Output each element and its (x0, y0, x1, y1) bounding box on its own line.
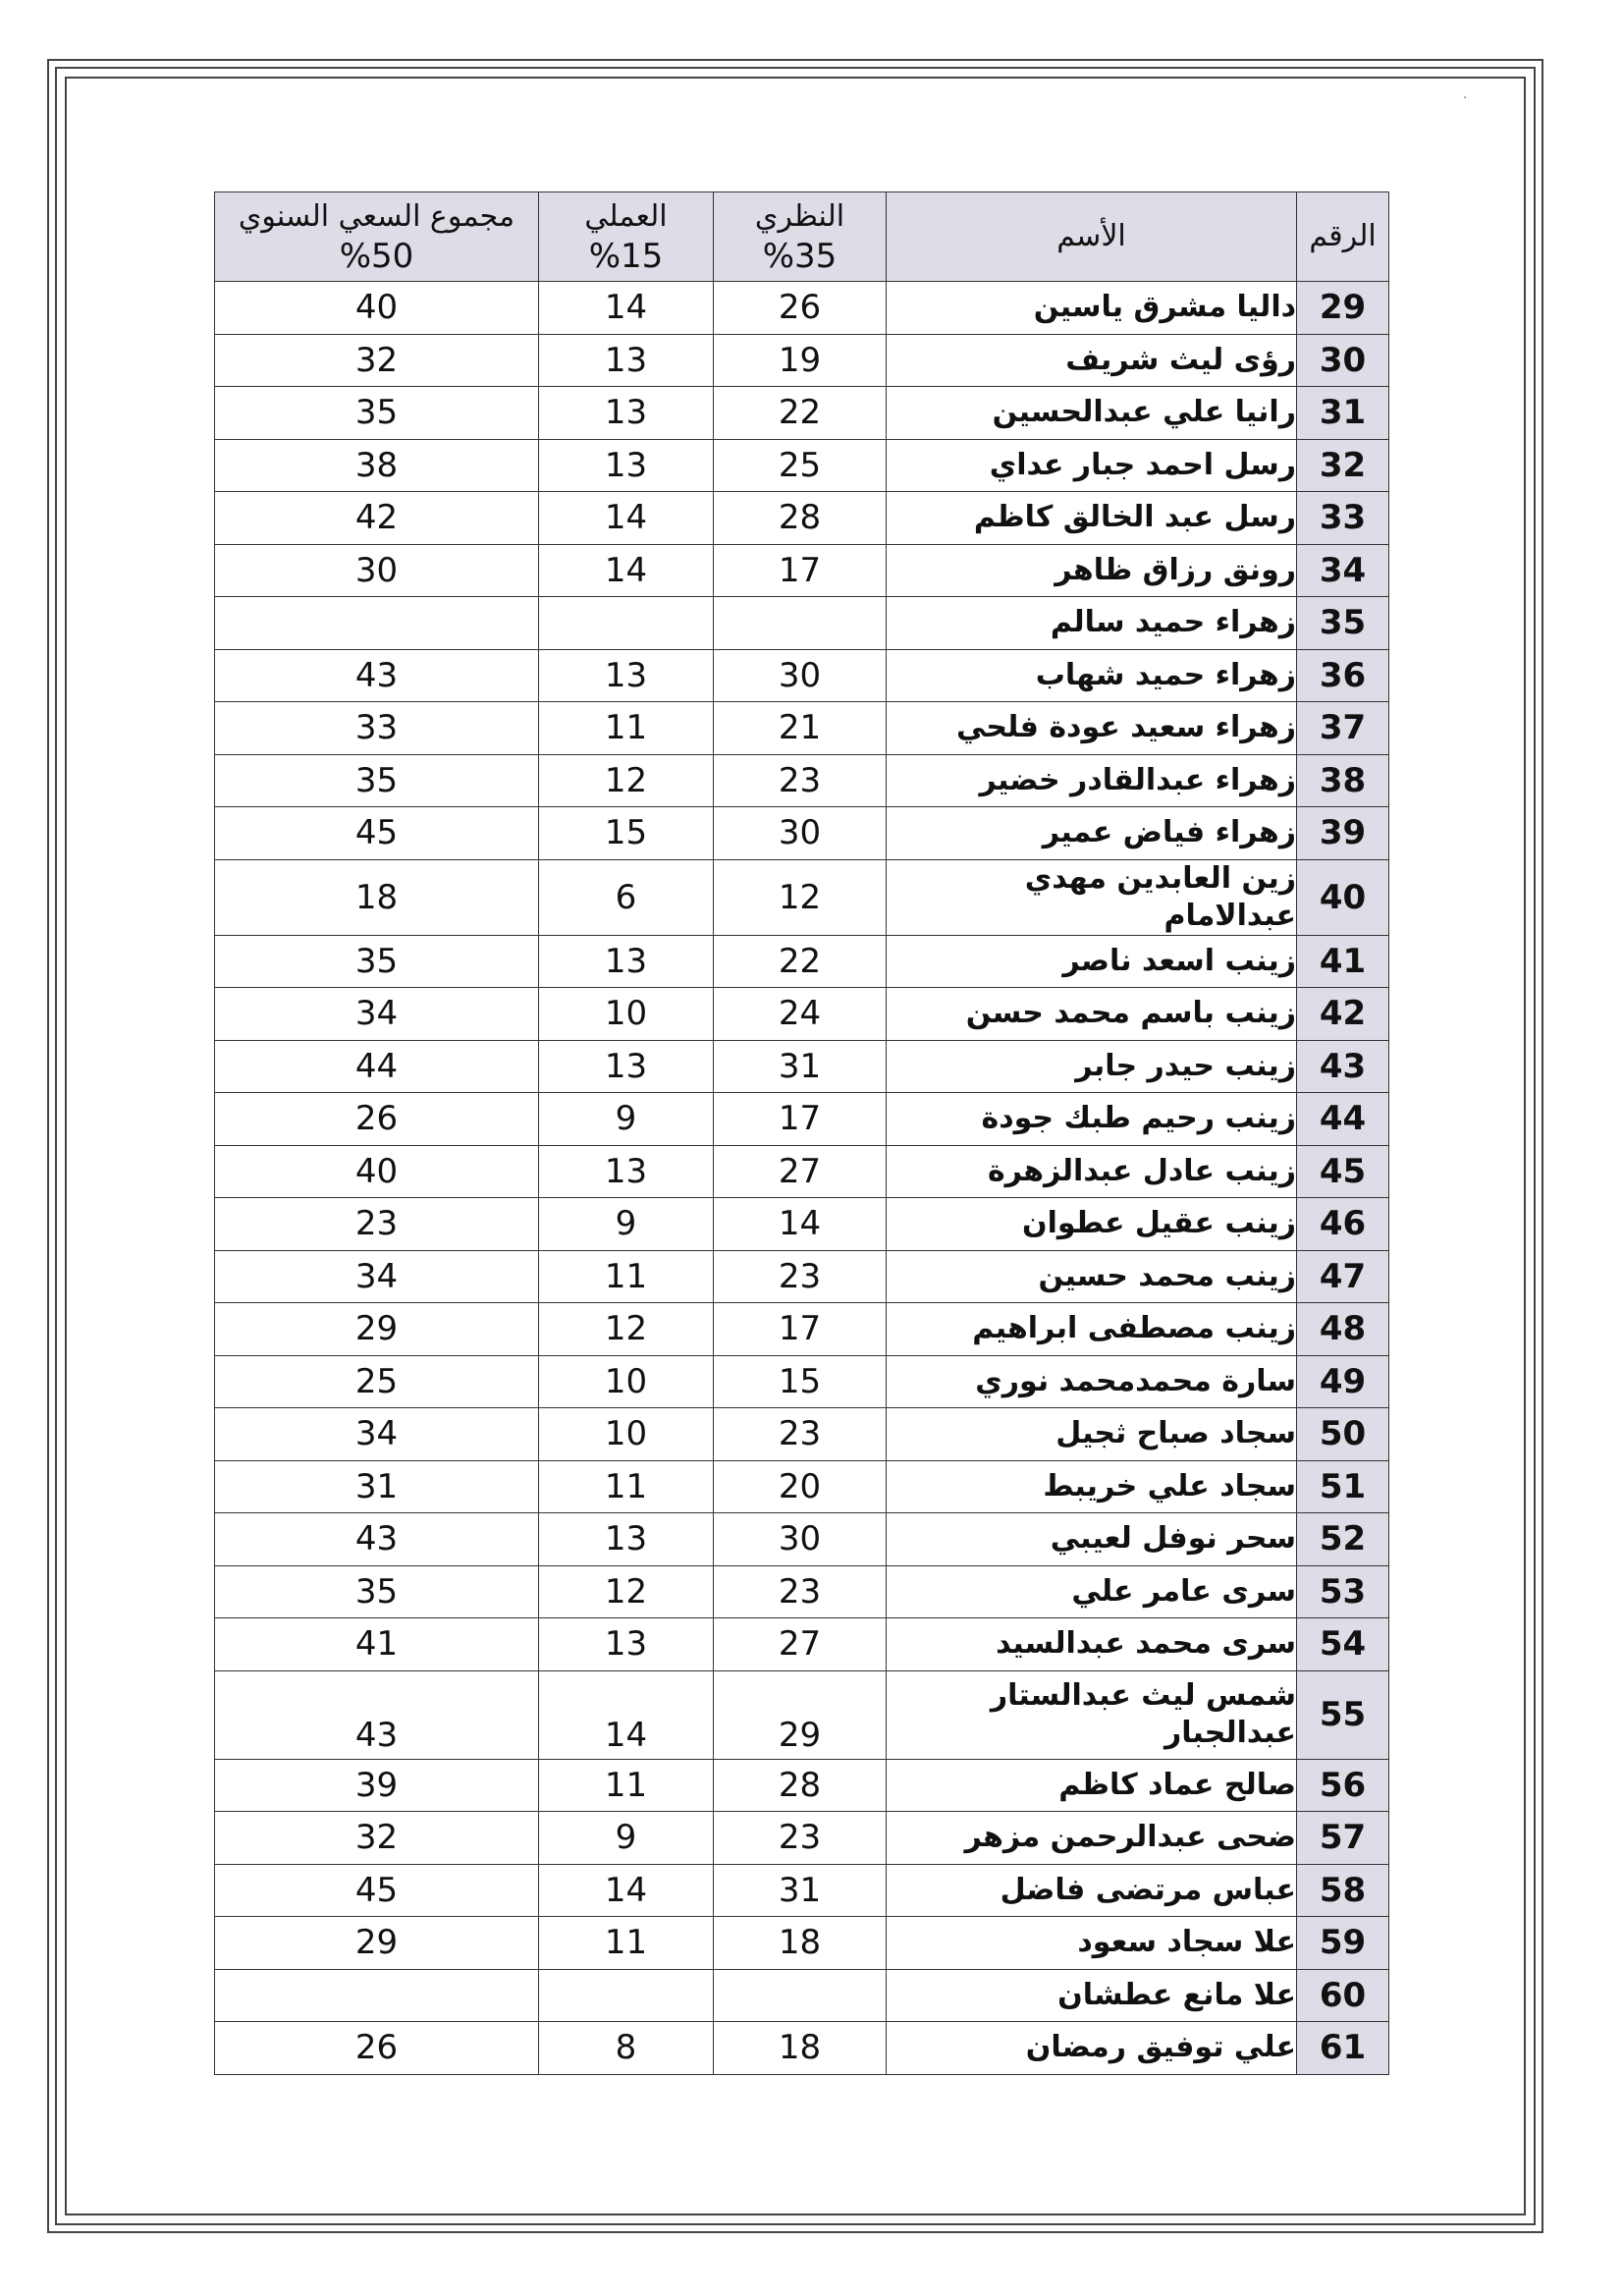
row-number: 51 (1297, 1460, 1389, 1513)
header-theory-title: النظري (754, 199, 845, 234)
practical-score: 13 (539, 935, 714, 988)
theory-score: 15 (714, 1355, 887, 1408)
theory-score: 28 (714, 1759, 887, 1812)
row-number: 34 (1297, 544, 1389, 597)
row-number: 36 (1297, 649, 1389, 702)
student-name: سحر نوفل لعيبي (887, 1513, 1297, 1566)
practical-score: 11 (539, 1917, 714, 1970)
total-score: 43 (215, 1513, 539, 1566)
table-row (215, 1565, 1389, 1618)
practical-score: 11 (539, 702, 714, 755)
student-name: رونق رزاق ظاهر (887, 544, 1297, 597)
table-row (215, 754, 1389, 807)
practical-score: 10 (539, 1355, 714, 1408)
header-total (215, 192, 539, 282)
row-number: 46 (1297, 1198, 1389, 1251)
header-name: الأسم (887, 192, 1297, 282)
row-number: 52 (1297, 1513, 1389, 1566)
total-score: 26 (215, 2022, 539, 2075)
scan-speck: · (1463, 90, 1468, 106)
practical-score: 14 (539, 282, 714, 335)
student-name: رسل عبد الخالق كاظم (887, 492, 1297, 545)
row-number: 43 (1297, 1040, 1389, 1093)
row-number: 31 (1297, 387, 1389, 440)
practical-score: 14 (539, 492, 714, 545)
row-number: 40 (1297, 859, 1389, 935)
practical-score (539, 597, 714, 650)
header-theory-weight: %35 (762, 237, 838, 276)
student-name: زهراء حميد سالم (887, 597, 1297, 650)
student-name: سارة محمدمحمد نوري (887, 1355, 1297, 1408)
table-row (215, 649, 1389, 702)
theory-score: 17 (714, 1303, 887, 1356)
theory-score: 21 (714, 702, 887, 755)
theory-score: 20 (714, 1460, 887, 1513)
row-number: 48 (1297, 1303, 1389, 1356)
total-score: 41 (215, 1618, 539, 1671)
table-row (215, 1198, 1389, 1251)
practical-score: 12 (539, 1565, 714, 1618)
student-name: زينب باسم محمد حسن (887, 988, 1297, 1041)
total-score: 43 (215, 1670, 539, 1759)
row-number: 45 (1297, 1145, 1389, 1198)
table-row (215, 1618, 1389, 1671)
total-score: 26 (215, 1093, 539, 1146)
total-score: 39 (215, 1759, 539, 1812)
total-score: 29 (215, 1303, 539, 1356)
student-name: سجاد علي خريبط (887, 1460, 1297, 1513)
total-score: 35 (215, 754, 539, 807)
practical-score: 13 (539, 649, 714, 702)
row-number: 59 (1297, 1917, 1389, 1970)
theory-score: 17 (714, 1093, 887, 1146)
student-name: رسل احمد جبار عداي (887, 439, 1297, 492)
header-total-weight: %50 (339, 237, 414, 276)
total-score: 45 (215, 1864, 539, 1917)
row-number: 29 (1297, 282, 1389, 335)
table-row (215, 1093, 1389, 1146)
table-row (215, 1864, 1389, 1917)
row-number: 61 (1297, 2022, 1389, 2075)
table-row (215, 1040, 1389, 1093)
theory-score (714, 597, 887, 650)
practical-score: 14 (539, 1864, 714, 1917)
total-score: 23 (215, 1198, 539, 1251)
header-theory (714, 192, 887, 282)
row-number: 35 (1297, 597, 1389, 650)
theory-score: 30 (714, 807, 887, 860)
theory-score: 30 (714, 1513, 887, 1566)
table-row (215, 544, 1389, 597)
table-row (215, 1250, 1389, 1303)
student-name: شمس ليث عبدالستار عبدالجبار (887, 1670, 1297, 1759)
total-score: 33 (215, 702, 539, 755)
row-number: 53 (1297, 1565, 1389, 1618)
total-score: 34 (215, 988, 539, 1041)
student-name: زهراء حميد شهاب (887, 649, 1297, 702)
row-number: 41 (1297, 935, 1389, 988)
table-row (215, 1303, 1389, 1356)
theory-score: 22 (714, 387, 887, 440)
table-row (215, 1812, 1389, 1865)
row-number: 60 (1297, 1969, 1389, 2022)
table-row (215, 935, 1389, 988)
total-score: 45 (215, 807, 539, 860)
theory-score: 23 (714, 1408, 887, 1461)
total-score (215, 1969, 539, 2022)
table-row (215, 702, 1389, 755)
total-score: 30 (215, 544, 539, 597)
table-row (215, 1460, 1389, 1513)
theory-score: 27 (714, 1618, 887, 1671)
student-name: سرى محمد عبدالسيد (887, 1618, 1297, 1671)
row-number: 38 (1297, 754, 1389, 807)
practical-score: 9 (539, 1198, 714, 1251)
table-row (215, 1145, 1389, 1198)
table-row (215, 1969, 1389, 2022)
theory-score: 22 (714, 935, 887, 988)
practical-score: 13 (539, 1618, 714, 1671)
practical-score: 9 (539, 1093, 714, 1146)
table-row (215, 282, 1389, 335)
row-number: 47 (1297, 1250, 1389, 1303)
student-name: زينب مصطفى ابراهيم (887, 1303, 1297, 1356)
row-number: 49 (1297, 1355, 1389, 1408)
table-row (215, 1513, 1389, 1566)
practical-score: 13 (539, 1513, 714, 1566)
practical-score: 11 (539, 1250, 714, 1303)
row-number: 56 (1297, 1759, 1389, 1812)
practical-score: 10 (539, 988, 714, 1041)
total-score: 35 (215, 935, 539, 988)
theory-score: 27 (714, 1145, 887, 1198)
theory-score: 18 (714, 1917, 887, 1970)
student-name: زهراء فياض عمير (887, 807, 1297, 860)
table-row (215, 492, 1389, 545)
table-row (215, 1917, 1389, 1970)
practical-score: 15 (539, 807, 714, 860)
total-score: 40 (215, 1145, 539, 1198)
theory-score: 25 (714, 439, 887, 492)
theory-score: 23 (714, 1250, 887, 1303)
total-score: 38 (215, 439, 539, 492)
practical-score: 12 (539, 1303, 714, 1356)
row-number: 39 (1297, 807, 1389, 860)
total-score: 31 (215, 1460, 539, 1513)
theory-score: 23 (714, 754, 887, 807)
header-practical-weight: %15 (588, 237, 664, 276)
total-score: 29 (215, 1917, 539, 1970)
total-score: 32 (215, 334, 539, 387)
student-name: زينب عادل عبدالزهرة (887, 1145, 1297, 1198)
row-number: 57 (1297, 1812, 1389, 1865)
student-name: سرى عامر علي (887, 1565, 1297, 1618)
practical-score: 11 (539, 1759, 714, 1812)
header-practical-title: العملي (584, 199, 668, 234)
theory-score: 18 (714, 2022, 887, 2075)
student-name: صالح عماد كاظم (887, 1759, 1297, 1812)
theory-score: 24 (714, 988, 887, 1041)
student-name: زينب اسعد ناصر (887, 935, 1297, 988)
total-score (215, 597, 539, 650)
table-row (215, 1355, 1389, 1408)
table-row (215, 334, 1389, 387)
student-name: علا مانع عطشان (887, 1969, 1297, 2022)
total-score: 18 (215, 859, 539, 935)
practical-score: 13 (539, 334, 714, 387)
student-name: رؤى ليث شريف (887, 334, 1297, 387)
table-body (215, 282, 1389, 2075)
practical-score: 6 (539, 859, 714, 935)
practical-score (539, 1969, 714, 2022)
row-number: 33 (1297, 492, 1389, 545)
student-name: عباس مرتضى فاضل (887, 1864, 1297, 1917)
row-number: 58 (1297, 1864, 1389, 1917)
table-row (215, 597, 1389, 650)
table-row (215, 2022, 1389, 2075)
row-number: 55 (1297, 1670, 1389, 1759)
table-header-row (215, 192, 1389, 282)
table-row (215, 1408, 1389, 1461)
theory-score: 30 (714, 649, 887, 702)
practical-score: 9 (539, 1812, 714, 1865)
practical-score: 10 (539, 1408, 714, 1461)
total-score: 35 (215, 387, 539, 440)
practical-score: 14 (539, 1670, 714, 1759)
total-score: 32 (215, 1812, 539, 1865)
total-score: 40 (215, 282, 539, 335)
theory-score: 31 (714, 1864, 887, 1917)
table-row (215, 1670, 1389, 1759)
student-name: زينب محمد حسين (887, 1250, 1297, 1303)
table-row (215, 988, 1389, 1041)
theory-score: 12 (714, 859, 887, 935)
practical-score: 14 (539, 544, 714, 597)
student-name: زينب عقيل عطوان (887, 1198, 1297, 1251)
student-name: زهراء سعيد عودة فلحي (887, 702, 1297, 755)
header-number: الرقم (1297, 192, 1389, 282)
table-row (215, 859, 1389, 935)
practical-score: 13 (539, 1145, 714, 1198)
theory-score: 19 (714, 334, 887, 387)
theory-score: 17 (714, 544, 887, 597)
practical-score: 13 (539, 387, 714, 440)
row-number: 37 (1297, 702, 1389, 755)
row-number: 42 (1297, 988, 1389, 1041)
student-name: داليا مشرق ياسين (887, 282, 1297, 335)
theory-score: 26 (714, 282, 887, 335)
row-number: 50 (1297, 1408, 1389, 1461)
practical-score: 8 (539, 2022, 714, 2075)
row-number: 30 (1297, 334, 1389, 387)
total-score: 44 (215, 1040, 539, 1093)
theory-score: 31 (714, 1040, 887, 1093)
row-number: 44 (1297, 1093, 1389, 1146)
practical-score: 12 (539, 754, 714, 807)
practical-score: 13 (539, 439, 714, 492)
theory-score: 23 (714, 1565, 887, 1618)
student-name: زينب حيدر جابر (887, 1040, 1297, 1093)
theory-score: 29 (714, 1670, 887, 1759)
table-row (215, 807, 1389, 860)
theory-score (714, 1969, 887, 2022)
student-name: علا سجاد سعود (887, 1917, 1297, 1970)
total-score: 34 (215, 1250, 539, 1303)
practical-score: 13 (539, 1040, 714, 1093)
practical-score: 11 (539, 1460, 714, 1513)
theory-score: 14 (714, 1198, 887, 1251)
theory-score: 28 (714, 492, 887, 545)
row-number: 32 (1297, 439, 1389, 492)
header-total-title: مجموع السعي السنوي (238, 199, 515, 234)
total-score: 25 (215, 1355, 539, 1408)
row-number: 54 (1297, 1618, 1389, 1671)
total-score: 35 (215, 1565, 539, 1618)
student-name: زين العابدين مهدي عبدالامام (887, 859, 1297, 935)
total-score: 43 (215, 649, 539, 702)
student-name: ضحى عبدالرحمن مزهر (887, 1812, 1297, 1865)
table-row (215, 1759, 1389, 1812)
student-name: زهراء عبدالقادر خضير (887, 754, 1297, 807)
student-name: زينب رحيم طبك جودة (887, 1093, 1297, 1146)
total-score: 42 (215, 492, 539, 545)
student-name: علي توفيق رمضان (887, 2022, 1297, 2075)
table-row (215, 387, 1389, 440)
grades-table (214, 191, 1389, 2075)
student-name: سجاد صباح ثجيل (887, 1408, 1297, 1461)
theory-score: 23 (714, 1812, 887, 1865)
total-score: 34 (215, 1408, 539, 1461)
table-row (215, 439, 1389, 492)
header-practical (539, 192, 714, 282)
student-name: رانيا علي عبدالحسين (887, 387, 1297, 440)
